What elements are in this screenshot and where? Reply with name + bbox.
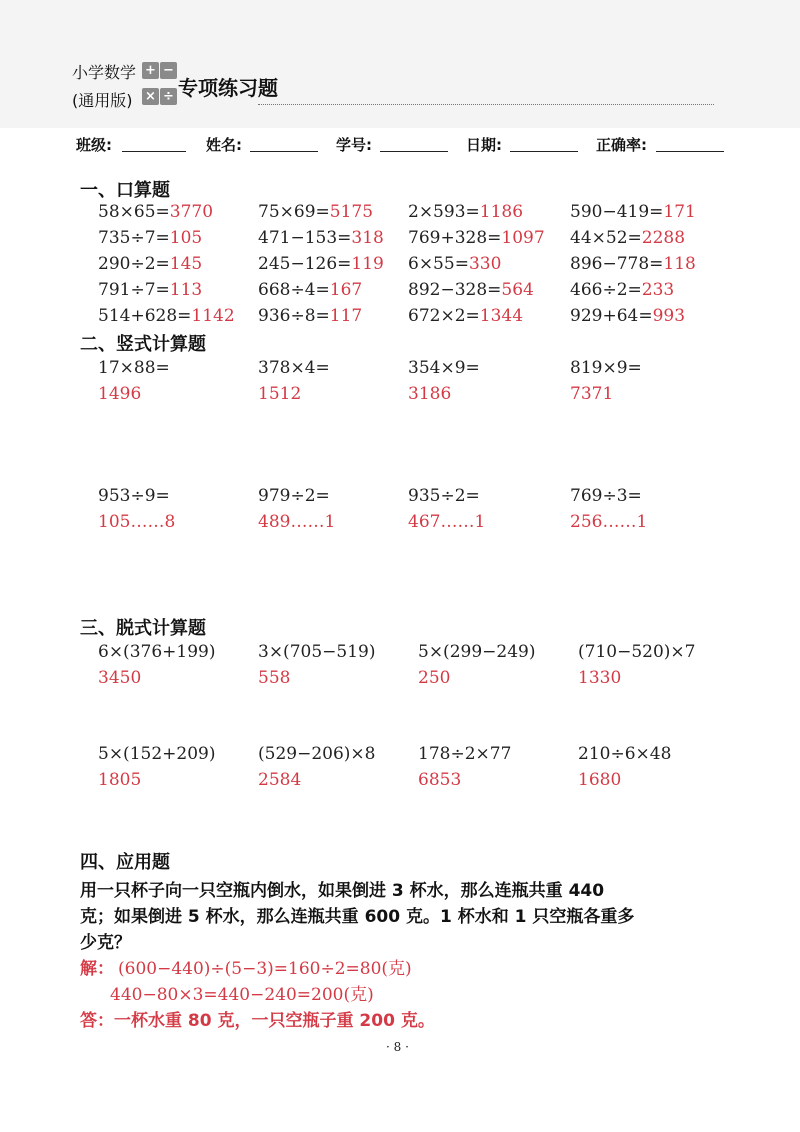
vertical-answer: 256……1 <box>570 512 648 532</box>
oral-problem: 44×52=2288 <box>570 228 686 248</box>
section-title-stepwise: 三、脱式计算题 <box>80 618 206 639</box>
oral-problem: 290÷2=145 <box>98 254 203 274</box>
vertical-answer: 105……8 <box>98 512 176 532</box>
stepwise-answer: 3450 <box>98 668 142 688</box>
divide-icon: ÷ <box>160 88 177 105</box>
page-number: · 8 · <box>386 1040 409 1054</box>
stepwise-answer: 2584 <box>258 770 302 790</box>
oral-problem: 75×69=5175 <box>258 202 374 222</box>
vertical-answer: 489……1 <box>258 512 336 532</box>
vertical-answer: 467……1 <box>408 512 486 532</box>
solution-line-1: (600−440)÷(5−3)=160÷2=80(克) <box>118 959 412 979</box>
class-blank <box>122 151 186 152</box>
plus-icon: + <box>142 62 159 79</box>
stepwise-problem: 210÷6×48 <box>578 744 672 764</box>
vertical-problem: 378×4= <box>258 358 330 378</box>
oral-problem: 936÷8=117 <box>258 306 363 326</box>
stepwise-problem: (710−520)×7 <box>578 642 696 662</box>
oral-problem: 245−126=119 <box>258 254 384 274</box>
student-id-label: 学号: <box>336 136 372 154</box>
header-divider <box>258 104 714 105</box>
oral-problem: 668÷4=167 <box>258 280 363 300</box>
vertical-problem: 819×9= <box>570 358 642 378</box>
oral-problem: 892−328=564 <box>408 280 534 300</box>
problem-line-1: 用一只杯子向一只空瓶内倒水，如果倒进 3 杯水，那么连瓶共重 440 <box>80 881 605 901</box>
vertical-problem: 769÷3= <box>570 486 642 506</box>
section-title-vertical: 二、竖式计算题 <box>80 334 206 355</box>
name-label: 姓名: <box>206 136 242 154</box>
vertical-answer: 1496 <box>98 384 142 404</box>
accuracy-blank <box>656 151 724 152</box>
minus-icon: − <box>160 62 177 79</box>
answer-line: 答：一杯水重 80 克，一只空瓶子重 200 克。 <box>80 1011 435 1031</box>
stepwise-answer: 1330 <box>578 668 622 688</box>
vertical-problem: 354×9= <box>408 358 480 378</box>
oral-problem: 672×2=1344 <box>408 306 524 326</box>
problem-line-2: 克；如果倒进 5 杯水，那么连瓶共重 600 克。1 杯水和 1 只空瓶各重多 <box>80 907 635 927</box>
vertical-problem: 935÷2= <box>408 486 480 506</box>
stepwise-answer: 1805 <box>98 770 142 790</box>
oral-problem: 514+628=1142 <box>98 306 235 326</box>
vertical-answer: 3186 <box>408 384 452 404</box>
oral-problem: 735÷7=105 <box>98 228 203 248</box>
stepwise-answer: 250 <box>418 668 451 688</box>
vertical-problem: 953÷9= <box>98 486 170 506</box>
oral-problem: 471−153=318 <box>258 228 384 248</box>
brand-line2: (通用版) <box>72 91 133 110</box>
accuracy-label: 正确率: <box>596 136 647 154</box>
page-title: 专项练习题 <box>178 76 278 100</box>
oral-problem: 58×65=3770 <box>98 202 214 222</box>
vertical-answer: 1512 <box>258 384 302 404</box>
class-label: 班级: <box>76 136 112 154</box>
stepwise-problem: 3×(705−519) <box>258 642 376 662</box>
solution-label: 解： <box>80 959 114 979</box>
name-blank <box>250 151 318 152</box>
stepwise-problem: 5×(152+209) <box>98 744 216 764</box>
oral-problem: 791÷7=113 <box>98 280 203 300</box>
oral-problem: 6×55=330 <box>408 254 502 274</box>
section-title-oral: 一、口算题 <box>80 180 170 201</box>
oral-problem: 896−778=118 <box>570 254 696 274</box>
solution-line-2: 440−80×3=440−240=200(克) <box>110 985 374 1005</box>
multiply-icon: × <box>142 88 159 105</box>
oral-problem: 769+328=1097 <box>408 228 545 248</box>
vertical-problem: 979÷2= <box>258 486 330 506</box>
stepwise-problem: 178÷2×77 <box>418 744 512 764</box>
stepwise-answer: 6853 <box>418 770 462 790</box>
stepwise-problem: 5×(299−249) <box>418 642 536 662</box>
oral-problem: 466÷2=233 <box>570 280 675 300</box>
oral-problem: 929+64=993 <box>570 306 686 326</box>
student-id-blank <box>380 151 448 152</box>
brand-line1: 小学数学 <box>72 63 137 82</box>
vertical-answer: 7371 <box>570 384 614 404</box>
oral-problem: 2×593=1186 <box>408 202 524 222</box>
problem-line-3: 少克？ <box>80 933 131 953</box>
stepwise-problem: 6×(376+199) <box>98 642 216 662</box>
date-blank <box>510 151 578 152</box>
stepwise-answer: 1680 <box>578 770 622 790</box>
oral-problem: 590−419=171 <box>570 202 696 222</box>
date-label: 日期: <box>466 136 502 154</box>
stepwise-answer: 558 <box>258 668 291 688</box>
stepwise-problem: (529−206)×8 <box>258 744 376 764</box>
section-title-word-problem: 四、应用题 <box>80 852 170 873</box>
vertical-problem: 17×88= <box>98 358 170 378</box>
